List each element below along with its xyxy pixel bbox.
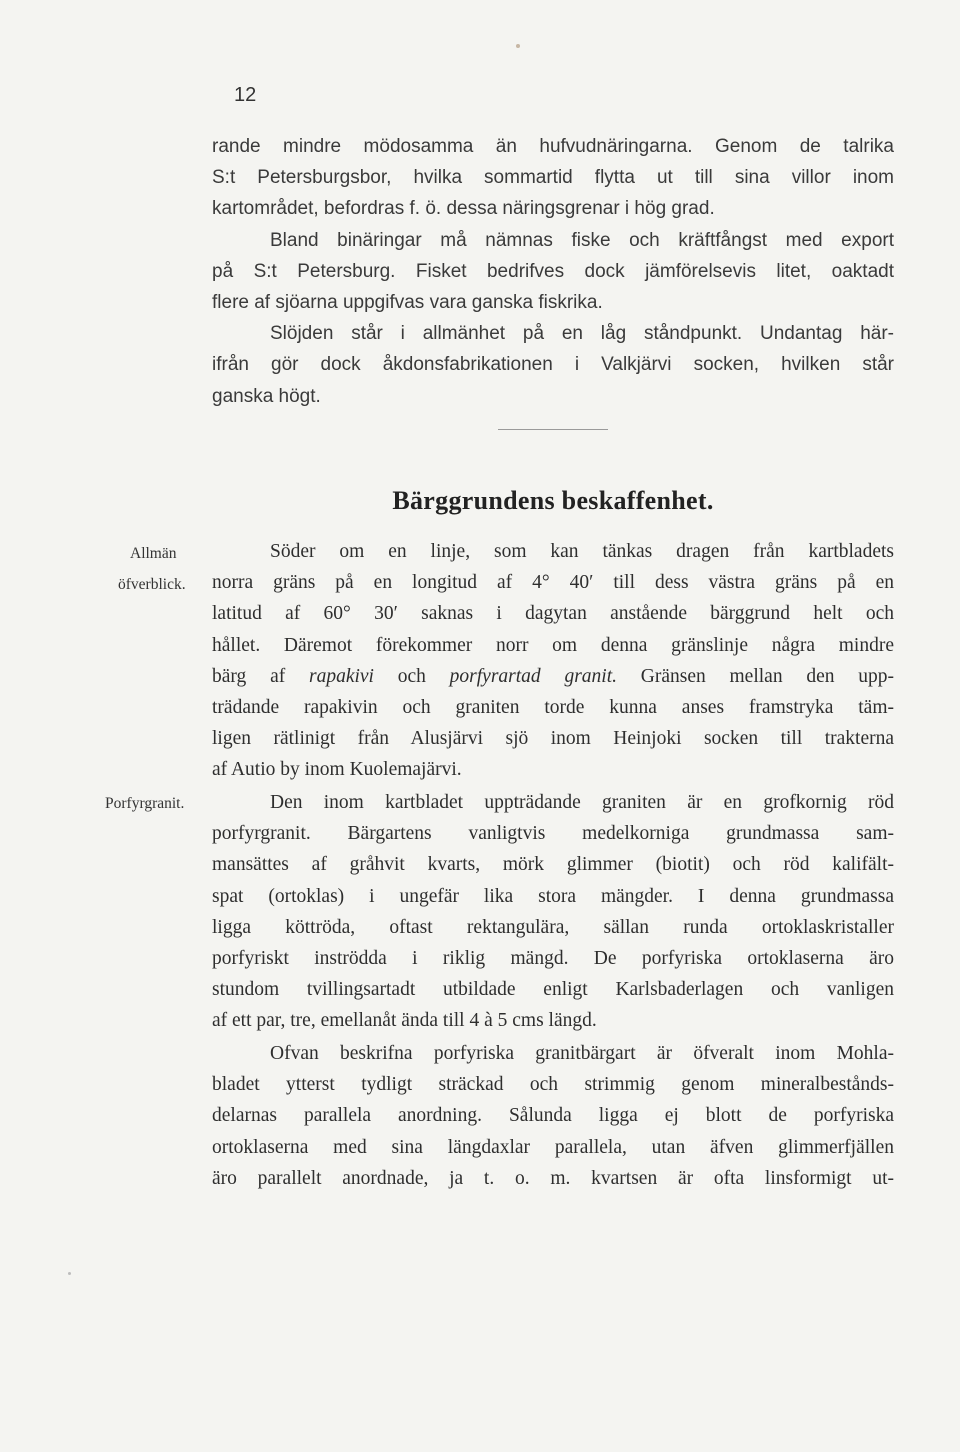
text-line: trädande rapakivin och graniten torde kunna anses framstryka täm- (212, 696, 894, 718)
margin-note-general (118, 541, 186, 598)
italic-term-porphyritic-granite: porfyrartad granit. (449, 665, 617, 687)
text-line: porfyrgranit. Bärgartens vanligtvis medelkorniga grundmassa sam- (212, 823, 894, 845)
text-line: delarnas parallela anordning. Sålunda ligga ej blott de porfyriska (212, 1105, 894, 1127)
text-line: Slöjden står i allmänhet på en låg ståndpunkt. Undantag här- (270, 323, 894, 345)
page-number: 12 (234, 84, 257, 106)
margin-note-line: Allmän (130, 545, 177, 562)
paragraph-general-overview (212, 536, 894, 786)
section-divider (498, 429, 608, 430)
text-line: på S:t Petersburg. Fisket bedrifves dock jämförelsevis litet, oaktadt (212, 260, 894, 282)
text-line (212, 661, 894, 692)
text-line: latitud af 60° 30′ saknas i dagytan anstående bärggrund helt och (212, 603, 894, 625)
section-heading: Bärggrundens beskaffenhet. (392, 486, 714, 515)
text-run: Gränsen mellan den upp- (617, 665, 895, 687)
text-line: spat (ortoklas) i ungefär lika stora mängder. I denna grundmassa (212, 885, 894, 907)
margin-note-line: öfverblick. (118, 576, 186, 593)
text-line: norra gräns på en longitud af 4° 40′ till dess västra gräns på en (212, 572, 894, 594)
text-line: ganska högt. (212, 385, 321, 407)
text-line: af Autio by inom Kuolemajärvi. (212, 759, 462, 781)
text-line: Ofvan beskrifna porfyriska granitbärgart är öfveralt inom Mohla- (270, 1043, 894, 1064)
paper-speck (68, 1272, 71, 1275)
text-line: äro parallelt anordnade, ja t. o. m. kvartsen är ofta linsformigt ut- (212, 1167, 894, 1189)
text-line: mansättes af gråhvit kvarts, mörk glimmer (biotit) och röd kalifält- (212, 854, 894, 876)
text-line: rande mindre mödosamma än hufvudnäringarna. Genom de talrika (212, 136, 894, 157)
text-line: ortoklaserna med sina längdaxlar parallela, utan äfven glimmerfjällen (212, 1136, 894, 1158)
text-line: Söder om en linje, som kan tänkas dragen från kartbladets (270, 541, 894, 562)
paper-speck (516, 44, 520, 48)
intro-paragraphs (212, 131, 894, 412)
text-line: Den inom kartbladet uppträdande graniten är en grofkornig röd (270, 792, 894, 813)
paragraph-mohla-sheet (212, 1038, 894, 1194)
text-line: porfyriskt inströdda i riklig mängd. De porfyriska ortoklaserna äro (212, 947, 894, 969)
text-line: S:t Petersburgsbor, hvilka sommartid flytta ut till sina villor inom (212, 167, 894, 189)
text-run: och (373, 665, 450, 687)
text-line: hållet. Däremot förekommer norr om denna gränslinje några mindre (212, 634, 894, 656)
text-line: ligga köttröda, oftast rektangulära, sällan runda ortoklaskristaller (212, 916, 894, 938)
text-line: bladet ytterst tydligt sträckad och strimmig genom mineralbestånds- (212, 1074, 894, 1096)
text-line: kartområdet, befordras f. ö. dessa näringsgrenar i hög grad. (212, 198, 715, 220)
paragraph-porphyry-granite (212, 787, 894, 1037)
text-line: flere af sjöarna uppgifvas vara ganska fiskrika. (212, 291, 603, 313)
margin-note-porphyry: Porfyrgranit. (105, 795, 185, 812)
text-line: Bland binäringar må nämnas fiske och kräftfångst med export (270, 229, 894, 251)
italic-term-rapakivi: rapakivi (308, 665, 374, 687)
text-line: af ett par, tre, emellanåt ända till 4 à 5 cms längd. (212, 1010, 597, 1032)
text-line: stundom tvillingsartadt utbildade enligt Karlsbaderlagen och vanligen (212, 979, 894, 1001)
text-run: bärg af (212, 665, 309, 687)
text-line: ligen rätlinigt från Alusjärvi sjö inom Heinjoki socken till trakterna (212, 728, 894, 750)
text-line: ifrån gör dock åkdonsfabrikationen i Valkjärvi socken, hvilken står (212, 354, 894, 376)
